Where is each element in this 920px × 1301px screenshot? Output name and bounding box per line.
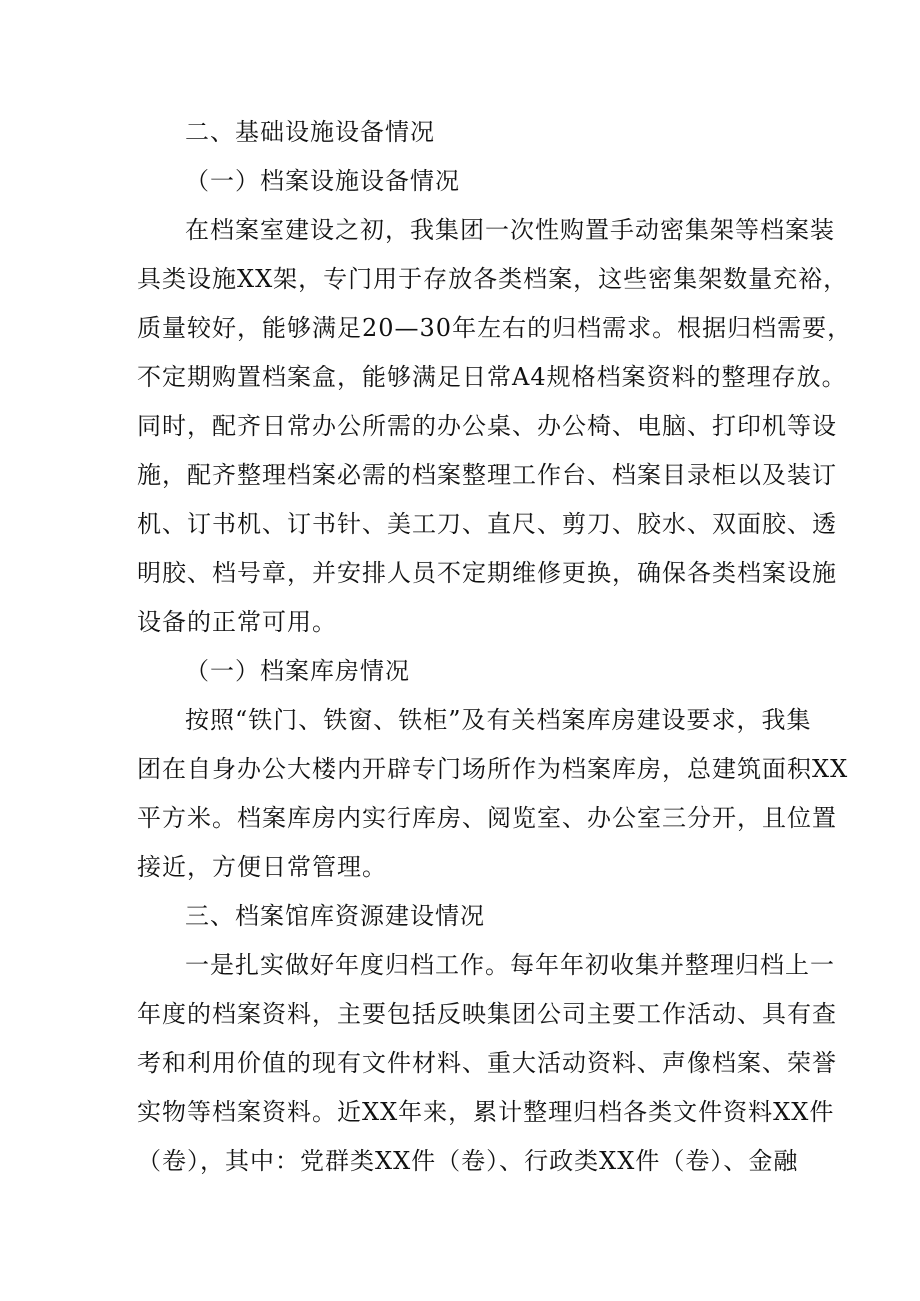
section-heading-2: 二、基础设施设备情况 [185, 118, 435, 146]
paragraph-line: 明胶、档号章，并安排人员不定期维修更换，确保各类档案设施 [137, 559, 837, 587]
section-heading-3: 三、档案馆库资源建设情况 [185, 902, 485, 930]
paragraph-line: 考和利用价值的现有文件材料、重大活动资料、声像档案、荣誉 [137, 1049, 837, 1077]
paragraph-line: 实物等档案资料。近XX年来，累计整理归档各类文件资料XX件 [137, 1098, 835, 1126]
paragraph-line: 同时，配齐日常办公所需的办公桌、办公椅、电脑、打印机等设 [137, 412, 837, 440]
paragraph-line: 团在自身办公大楼内开辟专门场所作为档案库房，总建筑面积XX [137, 755, 849, 783]
paragraph-line: 设备的正常可用。 [137, 608, 337, 636]
subsection-heading-2-2: （一）档案库房情况 [185, 657, 410, 685]
paragraph-line: 年度的档案资料，主要包括反映集团公司主要工作活动、具有查 [137, 1000, 837, 1028]
subsection-heading-2-1: （一）档案设施设备情况 [185, 167, 460, 195]
paragraph-line: （卷），其中：党群类XX件（卷）、行政类XX件（卷）、金融 [137, 1147, 799, 1175]
paragraph-line: 质量较好，能够满足20—30年左右的归档需求。根据归档需要， [137, 314, 853, 342]
paragraph-line: 在档案室建设之初，我集团一次性购置手动密集架等档案装 [185, 216, 835, 244]
paragraph-line: 一是扎实做好年度归档工作。每年年初收集并整理归档上一 [185, 951, 835, 979]
paragraph-line: 按照“铁门、铁窗、铁柜”及有关档案库房建设要求，我集 [185, 706, 812, 734]
paragraph-line: 接近，方便日常管理。 [137, 853, 387, 881]
paragraph-line: 机、订书机、订书针、美工刀、直尺、剪刀、胶水、双面胶、透 [137, 510, 837, 538]
paragraph-line: 不定期购置档案盒，能够满足日常A4规格档案资料的整理存放。 [137, 363, 847, 391]
paragraph-line: 施，配齐整理档案必需的档案整理工作台、档案目录柜以及装订 [137, 461, 837, 489]
paragraph-line: 平方米。档案库房内实行库房、阅览室、办公室三分开，且位置 [137, 804, 837, 832]
paragraph-line: 具类设施XX架，专门用于存放各类档案，这些密集架数量充裕， [137, 265, 849, 293]
